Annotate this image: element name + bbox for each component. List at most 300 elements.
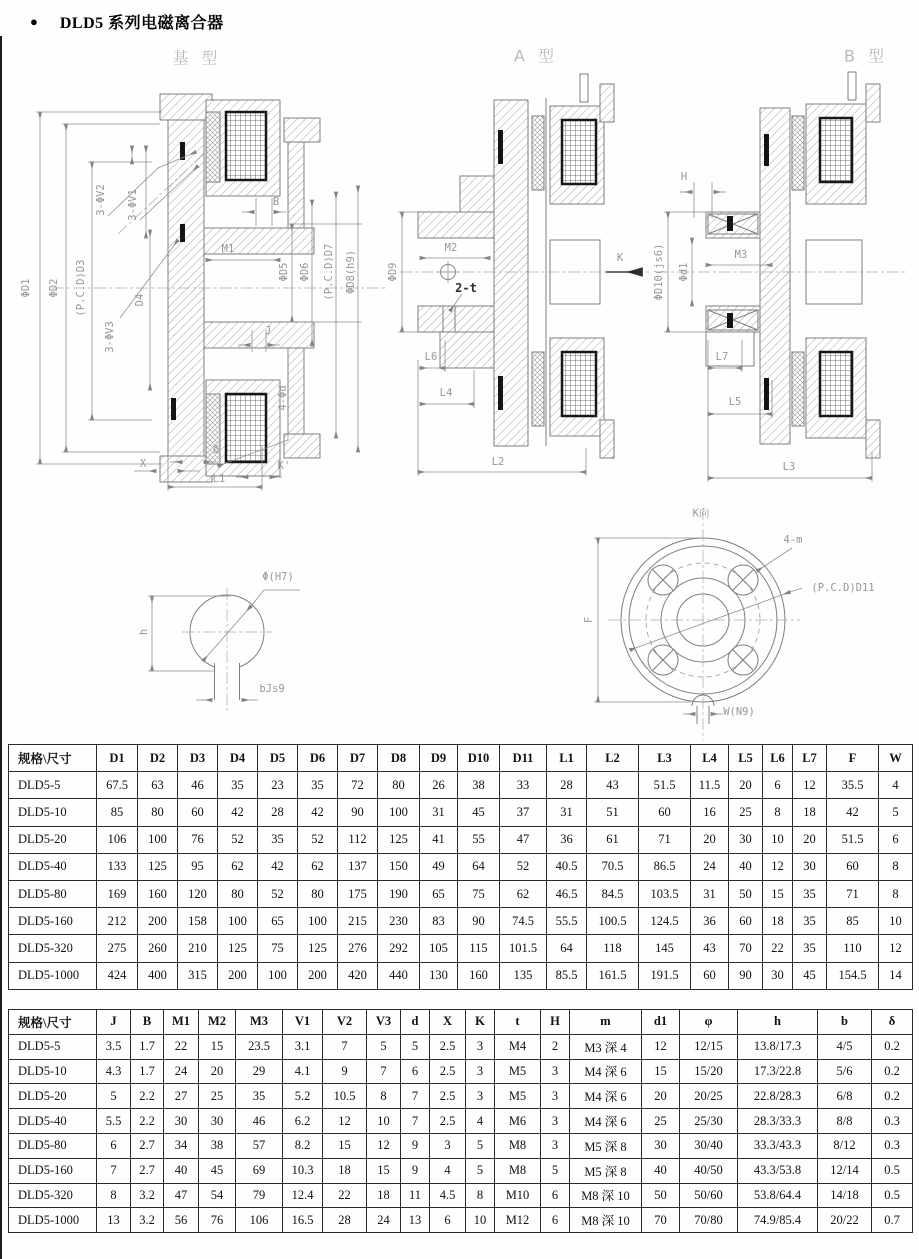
table-cell: 100 bbox=[138, 826, 178, 853]
table-cell: 100 bbox=[258, 962, 298, 989]
table-cell: 85 bbox=[97, 799, 138, 826]
table-cell: 420 bbox=[338, 962, 378, 989]
column-header: M2 bbox=[199, 1010, 236, 1035]
table-cell: 28.3/33.3 bbox=[738, 1109, 818, 1134]
column-header: b bbox=[818, 1010, 872, 1035]
table-cell: 8 bbox=[763, 799, 793, 826]
column-header: D5 bbox=[258, 745, 298, 772]
table-cell: 6 bbox=[430, 1208, 466, 1233]
table-cell: 0.2 bbox=[872, 1034, 913, 1059]
table-row bbox=[9, 1208, 913, 1233]
table-cell: M8 深 10 bbox=[570, 1183, 642, 1208]
table-cell: 40/50 bbox=[680, 1158, 738, 1183]
column-header: L2 bbox=[587, 745, 639, 772]
table-row bbox=[9, 1158, 913, 1183]
table-cell: 2.5 bbox=[430, 1109, 466, 1134]
table-cell: 3.2 bbox=[131, 1208, 164, 1233]
table-cell: 43 bbox=[587, 772, 639, 799]
table-row bbox=[9, 826, 913, 853]
table-cell: 120 bbox=[178, 880, 218, 907]
table-cell: 43 bbox=[691, 935, 729, 962]
row-label: DLD5-80 bbox=[9, 1133, 97, 1158]
table-cell: 24 bbox=[691, 853, 729, 880]
table-cell: 12/15 bbox=[680, 1034, 738, 1059]
dim-label-phiH7: Φ(H7) bbox=[262, 571, 294, 583]
table-cell: 76 bbox=[178, 826, 218, 853]
a-type-label: A 型 bbox=[513, 46, 559, 66]
column-header: φ bbox=[680, 1010, 738, 1035]
dim-label-d4: D4 bbox=[134, 293, 146, 307]
table-cell: 15 bbox=[367, 1158, 401, 1183]
table-cell: 160 bbox=[138, 880, 178, 907]
table-cell: 2.5 bbox=[430, 1059, 466, 1084]
table-cell: 28 bbox=[547, 772, 587, 799]
table-cell: 3 bbox=[541, 1059, 570, 1084]
column-header: d bbox=[401, 1010, 430, 1035]
column-header: K bbox=[466, 1010, 495, 1035]
table-row bbox=[9, 799, 913, 826]
table-cell: 35 bbox=[258, 826, 298, 853]
column-header: B bbox=[131, 1010, 164, 1035]
table-row bbox=[9, 962, 913, 989]
table-cell: 200 bbox=[138, 908, 178, 935]
table-row bbox=[9, 1059, 913, 1084]
dim-label-phid: 4-Φd bbox=[277, 385, 289, 411]
table-cell: 57 bbox=[236, 1133, 283, 1158]
table-cell: 125 bbox=[138, 853, 178, 880]
row-label: DLD5-320 bbox=[9, 1183, 97, 1208]
dimensions-table-1 bbox=[8, 744, 913, 990]
table-cell: 115 bbox=[458, 935, 500, 962]
dim-label-l6: L6 bbox=[424, 351, 438, 363]
table-cell: 80 bbox=[298, 880, 338, 907]
table-cell: 1.7 bbox=[131, 1059, 164, 1084]
table-cell: 70.5 bbox=[587, 853, 639, 880]
table-cell: 51.5 bbox=[827, 826, 879, 853]
table-cell: 9 bbox=[323, 1059, 367, 1084]
table-cell: 60 bbox=[639, 799, 691, 826]
table-cell: 75 bbox=[258, 935, 298, 962]
row-label: DLD5-80 bbox=[9, 880, 97, 907]
table-cell: 8.2 bbox=[283, 1133, 323, 1158]
table-cell: 80 bbox=[138, 799, 178, 826]
table-cell: 63 bbox=[138, 772, 178, 799]
table-cell: M8 深 10 bbox=[570, 1208, 642, 1233]
row-label: DLD5-40 bbox=[9, 1109, 97, 1134]
table-cell: 5 bbox=[541, 1158, 570, 1183]
table-cell: 7 bbox=[97, 1158, 131, 1183]
table-cell: 7 bbox=[401, 1109, 430, 1134]
table-cell: 69 bbox=[236, 1158, 283, 1183]
table-cell: 90 bbox=[729, 962, 763, 989]
table-cell: 5 bbox=[97, 1084, 131, 1109]
dim-label-l5: L5 bbox=[728, 396, 742, 408]
dim-label-d8: ΦD8(h9) bbox=[345, 249, 357, 295]
table-cell: 14/18 bbox=[818, 1183, 872, 1208]
table-row bbox=[9, 1034, 913, 1059]
column-header: h bbox=[738, 1010, 818, 1035]
dim-label-pcd3: (P.C.D)D3 bbox=[75, 259, 87, 317]
dim-label-k-prime: K' bbox=[277, 460, 291, 472]
dim-label-f: F bbox=[583, 616, 595, 624]
table-cell: 64 bbox=[547, 935, 587, 962]
table-cell: 125 bbox=[378, 826, 420, 853]
table-cell: 124.5 bbox=[639, 908, 691, 935]
table-cell: 41 bbox=[420, 826, 458, 853]
table-cell: M4 深 6 bbox=[570, 1059, 642, 1084]
dim-label-l7: L7 bbox=[715, 351, 729, 363]
table-cell: 35 bbox=[218, 772, 258, 799]
table-cell: 6 bbox=[541, 1183, 570, 1208]
column-header: J bbox=[97, 1010, 131, 1035]
table-cell: 276 bbox=[338, 935, 378, 962]
table-cell: 0.7 bbox=[872, 1208, 913, 1233]
table-cell: 27 bbox=[164, 1084, 199, 1109]
table-cell: 2.5 bbox=[430, 1034, 466, 1059]
table-cell: 80 bbox=[378, 772, 420, 799]
table-row bbox=[9, 772, 913, 799]
table-cell: 2.7 bbox=[131, 1158, 164, 1183]
row-label: DLD5-40 bbox=[9, 853, 97, 880]
dim-label-l2: L2 bbox=[491, 456, 505, 468]
column-header: L4 bbox=[691, 745, 729, 772]
table-cell: 5.2 bbox=[283, 1084, 323, 1109]
row-label: DLD5-10 bbox=[9, 799, 97, 826]
table-row bbox=[9, 853, 913, 880]
table-cell: 47 bbox=[164, 1183, 199, 1208]
table-cell: 130 bbox=[420, 962, 458, 989]
table-cell: 191.5 bbox=[639, 962, 691, 989]
table-cell: M4 bbox=[495, 1034, 541, 1059]
table-cell: 33.3/43.3 bbox=[738, 1133, 818, 1158]
table-cell: 200 bbox=[218, 962, 258, 989]
dim-label-b: B bbox=[272, 196, 280, 208]
table-cell: 8 bbox=[466, 1183, 495, 1208]
table-cell: 5 bbox=[466, 1133, 495, 1158]
table-cell: 8 bbox=[367, 1084, 401, 1109]
b-type-section bbox=[656, 72, 905, 482]
dim-label-x: X bbox=[139, 458, 147, 470]
table-cell: 80 bbox=[218, 880, 258, 907]
dim-label-phid1: Φd1 bbox=[678, 262, 690, 282]
dim-label-l1: L1 bbox=[212, 473, 226, 485]
table-cell: 0.2 bbox=[872, 1059, 913, 1084]
table-cell: 17.3/22.8 bbox=[738, 1059, 818, 1084]
dim-label-pcd11: (P.C.D)D11 bbox=[811, 582, 875, 594]
table-cell: 20/22 bbox=[818, 1208, 872, 1233]
table-cell: 424 bbox=[97, 962, 138, 989]
table-row bbox=[9, 880, 913, 907]
table-cell: 46 bbox=[178, 772, 218, 799]
dim-label-h-gap: H bbox=[680, 171, 688, 183]
table-cell: 52 bbox=[298, 826, 338, 853]
table-cell: 135 bbox=[500, 962, 547, 989]
dim-label-pcd7: (P.C.D)D7 bbox=[323, 243, 335, 301]
table-cell: 31 bbox=[420, 799, 458, 826]
table-cell: 28 bbox=[258, 799, 298, 826]
column-header: D10 bbox=[458, 745, 500, 772]
table-cell: 67.5 bbox=[97, 772, 138, 799]
table-cell: M5 bbox=[495, 1084, 541, 1109]
table-cell: 45 bbox=[458, 799, 500, 826]
table-cell: 103.5 bbox=[639, 880, 691, 907]
table-cell: 20/25 bbox=[680, 1084, 738, 1109]
header-row bbox=[9, 1010, 913, 1035]
table-cell: M12 bbox=[495, 1208, 541, 1233]
dim-label-d5: ΦD5 bbox=[278, 262, 290, 282]
table-cell: 20 bbox=[793, 826, 827, 853]
row-label: DLD5-10 bbox=[9, 1059, 97, 1084]
table-cell: 125 bbox=[298, 935, 338, 962]
table-cell: 106 bbox=[236, 1208, 283, 1233]
table-cell: 150 bbox=[378, 853, 420, 880]
table-cell: 3 bbox=[541, 1133, 570, 1158]
row-label: DLD5-1000 bbox=[9, 1208, 97, 1233]
dim-label-bjs9: bJs9 bbox=[259, 683, 285, 695]
table-cell: 45 bbox=[793, 962, 827, 989]
table-cell: 54 bbox=[199, 1183, 236, 1208]
table-cell: 10 bbox=[879, 908, 913, 935]
table-cell: 5 bbox=[879, 799, 913, 826]
table-cell: 46.5 bbox=[547, 880, 587, 907]
dim-label-2t: 2-t bbox=[455, 281, 477, 295]
table-cell: 72 bbox=[338, 772, 378, 799]
column-header: D1 bbox=[97, 745, 138, 772]
table-cell: 8 bbox=[879, 853, 913, 880]
flange-view-label: K向 bbox=[692, 507, 710, 520]
column-header: M1 bbox=[164, 1010, 199, 1035]
table-cell: 75 bbox=[458, 880, 500, 907]
table-cell: 23 bbox=[258, 772, 298, 799]
table-cell: 25/30 bbox=[680, 1109, 738, 1134]
table-cell: 8 bbox=[97, 1183, 131, 1208]
table-cell: 2.2 bbox=[131, 1109, 164, 1134]
table-cell: 9 bbox=[401, 1158, 430, 1183]
table-cell: 160 bbox=[458, 962, 500, 989]
table-cell: 5.5 bbox=[97, 1109, 131, 1134]
column-header: F bbox=[827, 745, 879, 772]
table-cell: 3 bbox=[466, 1084, 495, 1109]
table-cell: 260 bbox=[138, 935, 178, 962]
table-cell: 50 bbox=[642, 1183, 680, 1208]
column-header: D11 bbox=[500, 745, 547, 772]
table-cell: 110 bbox=[827, 935, 879, 962]
table-cell: 30 bbox=[763, 962, 793, 989]
table-cell: 8/8 bbox=[818, 1109, 872, 1134]
column-header: W bbox=[879, 745, 913, 772]
table-cell: 0.5 bbox=[872, 1183, 913, 1208]
table-cell: 8 bbox=[879, 880, 913, 907]
table-cell: 0.3 bbox=[872, 1133, 913, 1158]
table-cell: 2.2 bbox=[131, 1084, 164, 1109]
table-cell: 45 bbox=[199, 1158, 236, 1183]
table-cell: 38 bbox=[458, 772, 500, 799]
column-header: 规格\尺寸 bbox=[9, 745, 97, 772]
table-cell: 76 bbox=[199, 1208, 236, 1233]
table-cell: 3.1 bbox=[283, 1034, 323, 1059]
dim-label-v3: 3-ΦV3 bbox=[104, 321, 116, 353]
header-row bbox=[9, 745, 913, 772]
table-cell: 6.2 bbox=[283, 1109, 323, 1134]
table-cell: 52 bbox=[258, 880, 298, 907]
table-cell: 10 bbox=[466, 1208, 495, 1233]
table-cell: 74.9/85.4 bbox=[738, 1208, 818, 1233]
table-cell: 440 bbox=[378, 962, 420, 989]
table-cell: 74.5 bbox=[500, 908, 547, 935]
table-cell: 18 bbox=[323, 1158, 367, 1183]
dim-label-delta: δ bbox=[212, 444, 220, 456]
table-cell: 145 bbox=[639, 935, 691, 962]
table-row bbox=[9, 1133, 913, 1158]
table-cell: 38 bbox=[199, 1133, 236, 1158]
table-cell: 105 bbox=[420, 935, 458, 962]
flange-view bbox=[594, 508, 802, 740]
table-cell: 16 bbox=[691, 799, 729, 826]
table-cell: 35 bbox=[793, 908, 827, 935]
table-cell: 10.5 bbox=[323, 1084, 367, 1109]
table-cell: 133 bbox=[97, 853, 138, 880]
table-cell: 158 bbox=[178, 908, 218, 935]
table-cell: 230 bbox=[378, 908, 420, 935]
table-cell: 15/20 bbox=[680, 1059, 738, 1084]
table-cell: M8 bbox=[495, 1133, 541, 1158]
table-cell: 26 bbox=[420, 772, 458, 799]
table-cell: 61 bbox=[587, 826, 639, 853]
table-cell: 31 bbox=[691, 880, 729, 907]
table-cell: 175 bbox=[338, 880, 378, 907]
table-cell: 12 bbox=[323, 1109, 367, 1134]
table-cell: 52 bbox=[500, 853, 547, 880]
table-cell: 101.5 bbox=[500, 935, 547, 962]
table-cell: 30/40 bbox=[680, 1133, 738, 1158]
table-cell: 56 bbox=[164, 1208, 199, 1233]
dim-label-d6: ΦD6 bbox=[299, 262, 311, 282]
table-cell: 12 bbox=[367, 1133, 401, 1158]
table-cell: 30 bbox=[793, 853, 827, 880]
table-cell: 15 bbox=[642, 1059, 680, 1084]
table-cell: 84.5 bbox=[587, 880, 639, 907]
table-cell: 23.5 bbox=[236, 1034, 283, 1059]
column-header: D4 bbox=[218, 745, 258, 772]
table-cell: 79 bbox=[236, 1183, 283, 1208]
dim-label-m1: M1 bbox=[221, 243, 235, 255]
column-header: d1 bbox=[642, 1010, 680, 1035]
column-header: 规格\尺寸 bbox=[9, 1010, 97, 1035]
column-header: D9 bbox=[420, 745, 458, 772]
table-cell: 20 bbox=[199, 1059, 236, 1084]
table-cell: M10 bbox=[495, 1183, 541, 1208]
dim-label-k-arrow: K bbox=[616, 252, 624, 264]
table-cell: 100 bbox=[218, 908, 258, 935]
table-cell: 125 bbox=[218, 935, 258, 962]
table-cell: 215 bbox=[338, 908, 378, 935]
table-cell: 106 bbox=[97, 826, 138, 853]
table-cell: 85.5 bbox=[547, 962, 587, 989]
table-cell: 34 bbox=[164, 1133, 199, 1158]
table-cell: 137 bbox=[338, 853, 378, 880]
table-row bbox=[9, 935, 913, 962]
table-cell: 25 bbox=[642, 1109, 680, 1134]
table-cell: 30 bbox=[642, 1133, 680, 1158]
table-cell: 6 bbox=[879, 826, 913, 853]
column-header: M3 bbox=[236, 1010, 283, 1035]
table-cell: 42 bbox=[298, 799, 338, 826]
table-cell: M8 bbox=[495, 1158, 541, 1183]
table-cell: 22.8/28.3 bbox=[738, 1084, 818, 1109]
table-cell: 4.1 bbox=[283, 1059, 323, 1084]
table-cell: 4.3 bbox=[97, 1059, 131, 1084]
table-row bbox=[9, 1084, 913, 1109]
table-cell: 4 bbox=[466, 1109, 495, 1134]
table-cell: 12 bbox=[642, 1034, 680, 1059]
table-cell: 86.5 bbox=[639, 853, 691, 880]
table-cell: 12 bbox=[793, 772, 827, 799]
row-label: DLD5-320 bbox=[9, 935, 97, 962]
table-cell: 64 bbox=[458, 853, 500, 880]
table-cell: 24 bbox=[367, 1208, 401, 1233]
table-cell: 47 bbox=[500, 826, 547, 853]
column-header: L3 bbox=[639, 745, 691, 772]
table-cell: 292 bbox=[378, 935, 420, 962]
dim-label-v2: 3-ΦV2 bbox=[95, 184, 107, 216]
table-cell: 35 bbox=[793, 935, 827, 962]
table-cell: 20 bbox=[642, 1084, 680, 1109]
table-cell: 24 bbox=[164, 1059, 199, 1084]
table-cell: 40.5 bbox=[547, 853, 587, 880]
table-cell: 190 bbox=[378, 880, 420, 907]
table-cell: 35 bbox=[793, 880, 827, 907]
column-header: D8 bbox=[378, 745, 420, 772]
dim-label-v1: 3-ΦV1 bbox=[127, 189, 139, 221]
table-cell: 4 bbox=[879, 772, 913, 799]
table-cell: M3 深 4 bbox=[570, 1034, 642, 1059]
table-cell: 2.5 bbox=[430, 1084, 466, 1109]
table-cell: 0.2 bbox=[872, 1084, 913, 1109]
dim-label-m2: M2 bbox=[444, 242, 458, 254]
table-cell: 65 bbox=[258, 908, 298, 935]
table-cell: 3 bbox=[430, 1133, 466, 1158]
table-cell: 22 bbox=[164, 1034, 199, 1059]
table-cell: 42 bbox=[258, 853, 298, 880]
column-header: X bbox=[430, 1010, 466, 1035]
dim-label-d10: ΦD10(js6) bbox=[653, 243, 665, 301]
table-cell: 5/6 bbox=[818, 1059, 872, 1084]
table-cell: 29 bbox=[236, 1059, 283, 1084]
table-cell: 10 bbox=[763, 826, 793, 853]
table-cell: 18 bbox=[793, 799, 827, 826]
table-cell: 154.5 bbox=[827, 962, 879, 989]
table-cell: 40 bbox=[642, 1158, 680, 1183]
table-cell: 30 bbox=[729, 826, 763, 853]
table-cell: 62 bbox=[500, 880, 547, 907]
row-label: DLD5-160 bbox=[9, 908, 97, 935]
table-cell: 83 bbox=[420, 908, 458, 935]
column-header: D7 bbox=[338, 745, 378, 772]
table-cell: 3.5 bbox=[97, 1034, 131, 1059]
table-cell: 95 bbox=[178, 853, 218, 880]
table-cell: 60 bbox=[827, 853, 879, 880]
table-cell: 60 bbox=[691, 962, 729, 989]
column-header: D2 bbox=[138, 745, 178, 772]
table-cell: 12 bbox=[879, 935, 913, 962]
table-cell: 71 bbox=[827, 880, 879, 907]
table-cell: 161.5 bbox=[587, 962, 639, 989]
table-cell: 50 bbox=[729, 880, 763, 907]
table-cell: 5 bbox=[401, 1034, 430, 1059]
table-cell: 52 bbox=[218, 826, 258, 853]
table-cell: 55 bbox=[458, 826, 500, 853]
column-header: V2 bbox=[323, 1010, 367, 1035]
